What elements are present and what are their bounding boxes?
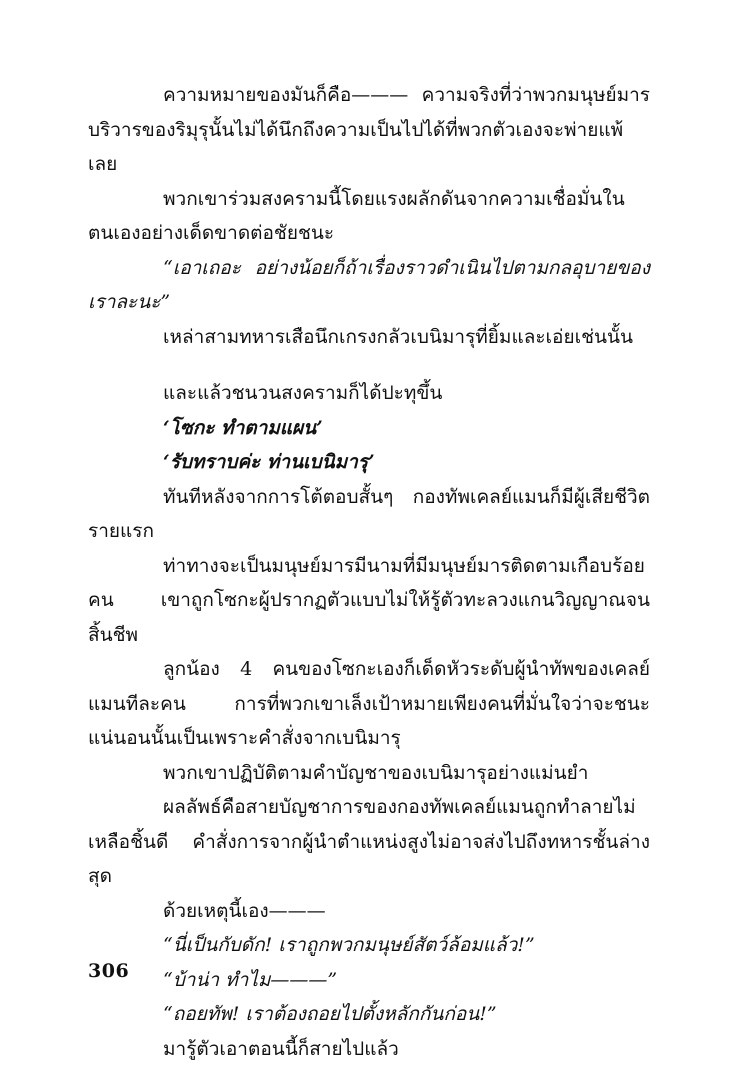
dialogue-line: “เอาเถอะ อย่างน้อยก็ถ้าเรื่องราวดำเนินไปตามกลอุบายของเราละนะ” xyxy=(88,251,650,320)
dialogue-line: “นี่เป็นกับดัก! เราถูกพวกมนุษย์สัตว์ล้อมแล้ว!” xyxy=(88,928,650,963)
dialogue-line: “บ้าน่า ทำไม———” xyxy=(88,963,650,998)
page-number: 306 xyxy=(88,960,129,982)
paragraph: ลูกน้อง 4 คนของโซกะเองก็เด็ดหัวระดับผู้นำทัพของเคลย์แมนทีละคน การที่พวกเขาเล็งเป้าหมายเพียงคนที่มั่นใจว่าจะชนะแน่นอนนั้นเป็นเพราะคำสั่งจากเบนิมารุ xyxy=(88,652,650,756)
paragraph: ความหมายของมันก็คือ——— ความจริงที่ว่าพวกมนุษย์มารบริวารของริมุรุนั้นไม่ได้นึกถึงความเป็นไปได้ที่พวกตัวเองจะพ่ายแพ้เลย xyxy=(88,78,650,182)
paragraph: เหล่าสามทหารเสือนึกเกรงกลัวเบนิมารุที่ยิ้มและเอ่ยเช่นนั้น xyxy=(88,320,650,355)
paragraph: พวกเขาร่วมสงครามนี้โดยแรงผลักดันจากความเชื่อมั่นในตนเองอย่างเด็ดขาดต่อชัยชนะ xyxy=(88,182,650,251)
paragraph: มารู้ตัวเอาตอนนี้ก็สายไปแล้ว xyxy=(88,1032,650,1066)
paragraph-gap xyxy=(88,354,650,376)
paragraph: ท่าทางจะเป็นมนุษย์มารมีนามที่มีมนุษย์มารติดตามเกือบร้อยคน เขาถูกโซกะผู้ปรากฏตัวแบบไม่ให้รู้ตัวทะลวงแกนวิญญาณจนสิ้นชีพ xyxy=(88,549,650,653)
paragraph: พวกเขาปฏิบัติตามคำบัญชาของเบนิมารุอย่างแม่นยำ xyxy=(88,756,650,791)
paragraph: ผลลัพธ์คือสายบัญชาการของกองทัพเคลย์แมนถูกทำลายไม่เหลือชิ้นดี คำสั่งการจากผู้นำตำแหน่งสูงไม่อาจส่งไปถึงทหารชั้นล่างสุด xyxy=(88,790,650,894)
paragraph: ทันทีหลังจากการโต้ตอบสั้นๆ กองทัพเคลย์แมนก็มีผู้เสียชีวิตรายแรก xyxy=(88,480,650,549)
paragraph: และแล้วชนวนสงครามก็ได้ปะทุขึ้น xyxy=(88,376,650,411)
telepathy-line: ‘รับทราบค่ะ ท่านเบนิมารุ’ xyxy=(88,445,650,480)
paragraph: ด้วยเหตุนี้เอง——— xyxy=(88,894,650,929)
dialogue-line: “ถอยทัพ! เราต้องถอยไปตั้งหลักกันก่อน!” xyxy=(88,997,650,1032)
telepathy-line: ‘โซกะ ทำตามแผน’ xyxy=(88,411,650,446)
body-text xyxy=(88,78,650,1066)
